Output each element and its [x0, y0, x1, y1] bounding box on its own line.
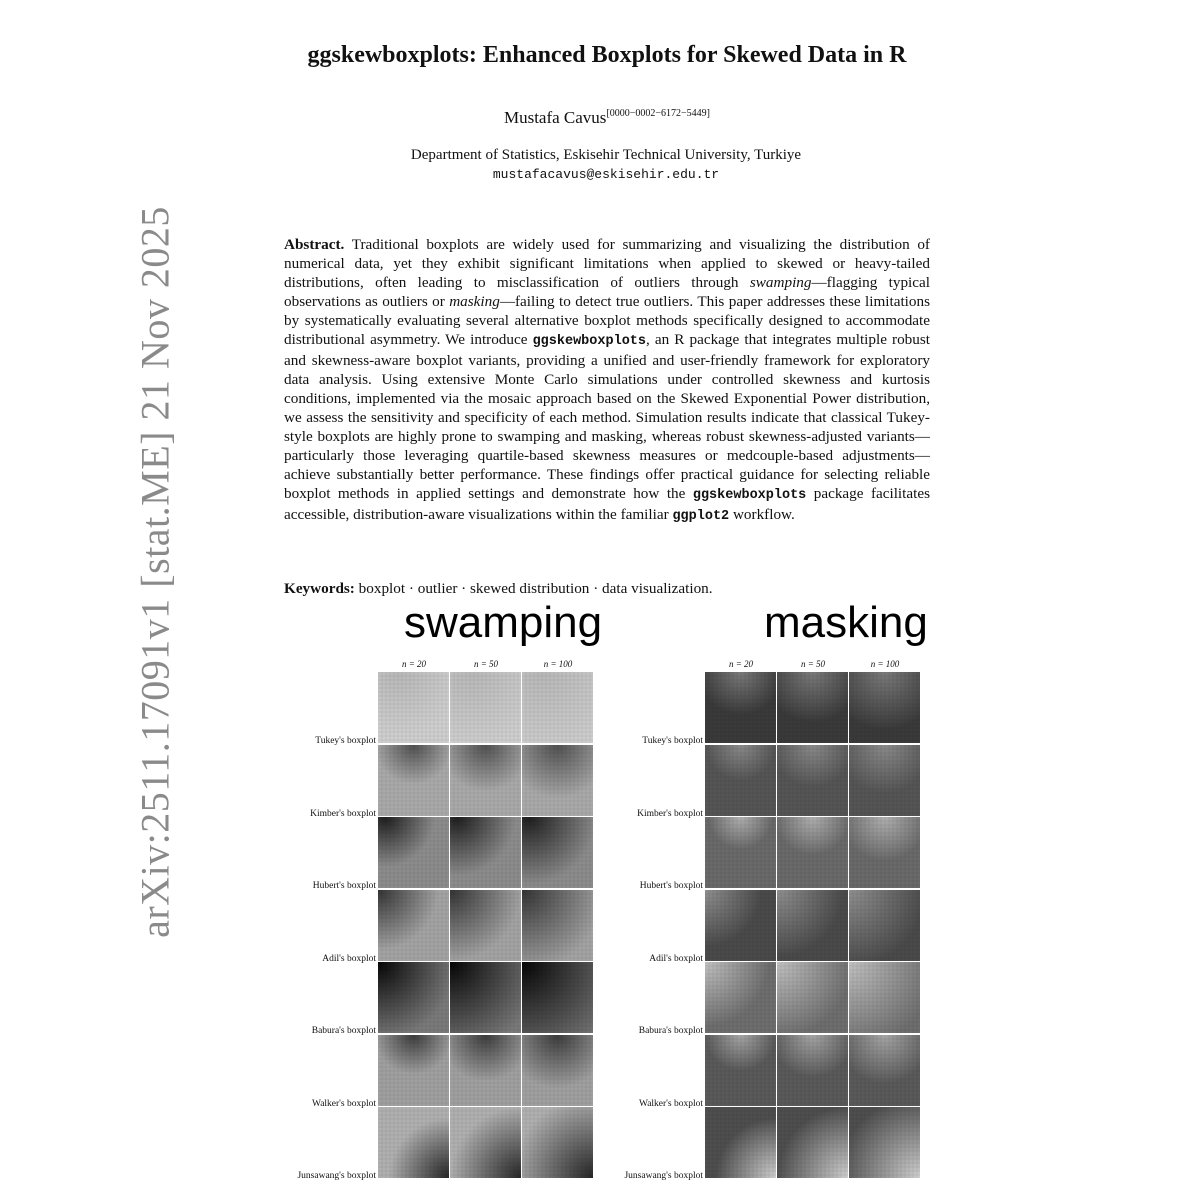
swamping-tile-6-2 [522, 1107, 593, 1178]
keywords [284, 580, 930, 598]
swamping-row-label-3: Adil's boxplot [322, 953, 376, 964]
masking-row-label-3: Adil's boxplot [649, 953, 703, 964]
masking-tile-5-2 [849, 1035, 920, 1106]
swamping-row-label-4: Babura's boxplot [311, 1026, 376, 1036]
masking-tile-1-1 [777, 745, 848, 816]
swamping-tile-1-2 [522, 745, 593, 816]
swamping-tile-5-0 [378, 1035, 449, 1106]
masking-tile-5-0 [705, 1035, 776, 1106]
swamping-tile-2-1 [450, 817, 521, 888]
swamping-tile-0-0 [378, 672, 449, 743]
masking-tile-4-1 [777, 962, 848, 1033]
swamping-col-head-0: n = 20 [401, 659, 427, 669]
swamping-tile-6-1 [450, 1107, 521, 1178]
swamping-tile-2-0 [378, 817, 449, 888]
masking-row-label-4: Babura's boxplot [638, 1026, 703, 1036]
author-email[interactable]: mustafacavus@eskisehir.edu.tr [492, 167, 720, 182]
panel-title-masking: masking [764, 598, 928, 647]
masking-tile-2-0 [705, 817, 776, 888]
swamping-row-label-2: Hubert's boxplot [312, 881, 376, 891]
swamping-tile-4-0 [378, 962, 449, 1033]
term-swamping: swamping [749, 274, 812, 291]
abstract-text-3: —failing to detect true outliers. This paper addresses these limitations by systematically evaluating several alternative boxplot methods specifically designed to accommodate distributional asymmetry. We introduce [284, 293, 930, 348]
masking-tile-0-2 [849, 672, 920, 743]
masking-tile-0-0 [705, 672, 776, 743]
masking-tile-6-0 [705, 1107, 776, 1178]
masking-tile-4-0 [705, 962, 776, 1033]
package-name-2: ggskewboxplots [692, 488, 807, 503]
swamping-tile-3-2 [522, 890, 593, 961]
swamping-tile-0-2 [522, 672, 593, 743]
masking-tile-1-0 [705, 745, 776, 816]
abstract [284, 235, 930, 526]
swamping-tile-3-0 [378, 890, 449, 961]
swamping-row-label-5: Walker's boxplot [311, 1098, 376, 1109]
abstract-text-2: —flagging typical observations as outliers or [284, 274, 930, 310]
masking-tile-6-2 [849, 1107, 920, 1178]
keywords-text: boxplot · outlier · skewed distribution · data visualization. [358, 580, 713, 597]
masking-tile-3-0 [705, 890, 776, 961]
swamping-tile-5-1 [450, 1035, 521, 1106]
swamping-row-label-6: Junsawang's boxplot [297, 1171, 376, 1181]
swamping-col-head-1: n = 50 [473, 659, 499, 669]
swamping-tile-4-2 [522, 962, 593, 1033]
masking-col-head-1: n = 50 [800, 659, 826, 669]
swamping-tile-1-1 [450, 745, 521, 816]
masking-row-label-1: Kimber's boxplot [637, 808, 703, 819]
keywords-label: Keywords: [284, 580, 355, 597]
masking-tile-3-2 [849, 890, 920, 961]
abstract-text-5: package facilitates accessible, distribution-aware visualizations within the familiar [284, 485, 930, 523]
paper-title: ggskewboxplots: Enhanced Boxplots for Skewed Data in R [307, 42, 907, 68]
abstract-label: Abstract. [284, 236, 345, 253]
panel-title-swamping: swamping [404, 598, 603, 647]
author-line [0, 108, 1200, 128]
masking-tile-4-2 [849, 962, 920, 1033]
abstract-text-4: , an R package that integrates multiple robust and skewness-aware boxplot variants, providing a unified and user-friendly framework for exploratory data analysis. Using extensive Monte Carlo simulations under controlled skewness and kurtosis conditions, implemented via the mosaic approach based on the Skewed Exponential Power distribution, we assess the sensitivity and specificity of each method. Simulation results indicate that classical Tukey-style boxplots are highly prone to swamping and masking, whereas robust skewness-adjusted variants—particularly those leveraging quartile-based skewness measures or medcouple-based adjustments—achieve substantially better performance. These findings offer practical guidance for selecting reliable boxplot methods in applied settings and demonstrate how the [284, 331, 931, 502]
masking-row-label-0: Tukey's boxplot [642, 736, 703, 746]
masking-tile-6-1 [777, 1107, 848, 1178]
masking-tile-2-2 [849, 817, 920, 888]
swamping-tile-0-1 [450, 672, 521, 743]
abstract-text-6: workflow. [729, 506, 795, 523]
swamping-tile-5-2 [522, 1035, 593, 1106]
author-name: Mustafa Cavus [503, 108, 607, 127]
author-orcid: [0000−0002−6172−5449] [606, 108, 711, 119]
swamping-col-head-2: n = 100 [543, 659, 573, 669]
ggplot2-name: ggplot2 [672, 509, 730, 524]
swamping-tile-1-0 [378, 745, 449, 816]
affiliation: Department of Statistics, Eskisehir Technical University, Turkiye [410, 147, 802, 163]
masking-row-label-5: Walker's boxplot [638, 1098, 703, 1109]
masking-row-label-6: Junsawang's boxplot [624, 1171, 703, 1181]
swamping-row-label-1: Kimber's boxplot [310, 808, 376, 819]
term-masking: masking [449, 293, 500, 310]
masking-row-label-2: Hubert's boxplot [639, 881, 703, 891]
abstract-text-1: Traditional boxplots are widely used for summarizing and visualizing the distribution of numerical data, yet they exhibit significant limitations when applied to skewed or heavy-tailed distributions, often leading to misclassification of outliers through [284, 236, 930, 291]
swamping-tile-2-2 [522, 817, 593, 888]
swamping-tile-4-1 [450, 962, 521, 1033]
masking-tile-5-1 [777, 1035, 848, 1106]
swamping-tile-6-0 [378, 1107, 449, 1178]
swamping-tile-3-1 [450, 890, 521, 961]
swamping-row-label-0: Tukey's boxplot [315, 736, 376, 746]
arxiv-identifier: arXiv:2511.17091v1 [stat.ME] 21 Nov 2025 [132, 206, 178, 938]
masking-col-head-0: n = 20 [728, 659, 754, 669]
masking-tile-1-2 [849, 745, 920, 816]
package-name: ggskewboxplots [532, 334, 646, 349]
masking-tile-2-1 [777, 817, 848, 888]
masking-tile-3-1 [777, 890, 848, 961]
masking-tile-0-1 [777, 672, 848, 743]
masking-col-head-2: n = 100 [870, 659, 900, 669]
